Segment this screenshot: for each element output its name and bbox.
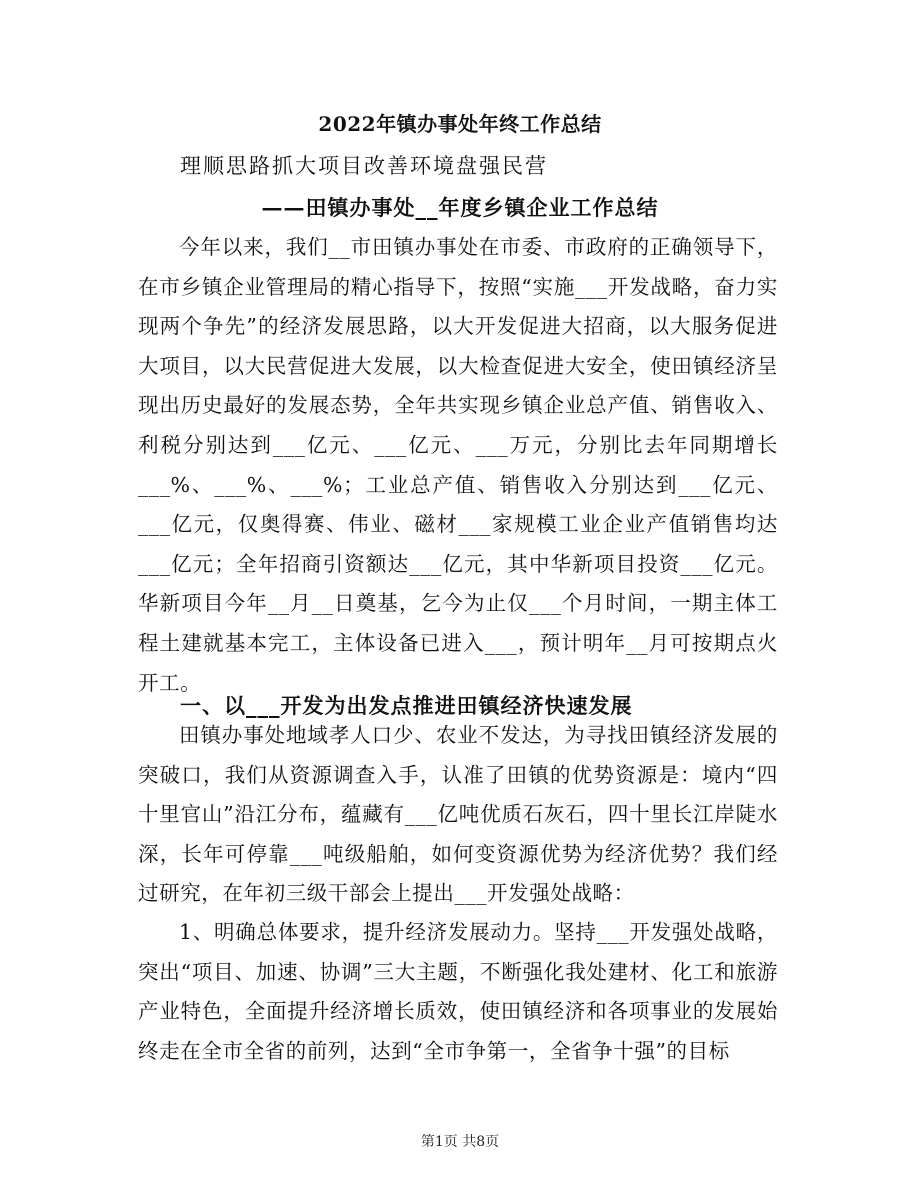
document-title: 2022年镇办事处年终工作总结: [318, 112, 602, 136]
document-subtitle-secondary: ——田镇办事处__年度乡镇企业工作总结: [261, 195, 659, 220]
page-footer: 第1页 共8页: [420, 1134, 500, 1150]
paragraph-section-1: 田镇办事处地域孝人口少、农业不发达，为寻找田镇经济发展的突破口，我们从资源调查入手，认准了田镇的优势资源是：境内“四十里官山”沿江分布，蕴藏有___亿吨优质石灰石，四十里长江岸陡水深，长年可停靠___吨级船舶，如何变资源优势为经济优势？我们经过研究，在年初三级干部会上提出___开发强处战略：: [138, 723, 778, 906]
paragraph-intro: 今年以来，我们__市田镇办事处在市委、市政府的正确领导下，在市乡镇企业管理局的精心指导下，按照“实施___开发战略，奋力实现两个争先”的经济发展思路，以大开发促进大招商，以大服务促进大项目，以大民营促进大发展，以大检查促进大安全，使田镇经济呈现出历史最好的发展态势，全年共实现乡镇企业总产值、销售收入、利税分别达到___亿元、___亿元、___万元，分别比去年同期增长___%、___%、___%；工业总产值、销售收入分别达到___亿元、___亿元，仅奥得赛、伟业、磁材___家规模工业企业产值销售均达___亿元；全年招商引资额达___亿元，其中华新项目投资___亿元。华新项目今年__月__日奠基，乞今为止仅___个月时间，一期主体工程土建就基本完工，主体设备已进入___，预计明年__月可按期点火开工。: [138, 235, 778, 695]
paragraph-item-1: 1、明确总体要求，提升经济发展动力。坚持___开发强处战略，突出“项目、加速、协调”三大主题，不断强化我处建材、化工和旅游产业特色，全面提升经济增长质效，使田镇经济和各项事业的发展始终走在全市全省的前列，达到“全市争第一，全省争十强”的目标: [138, 920, 778, 1063]
section-heading-1: 一、以___开发为出发点推进田镇经济快速发展: [180, 693, 633, 718]
document-subtitle: 理顺思路抓大项目改善环境盘强民营: [180, 154, 548, 178]
